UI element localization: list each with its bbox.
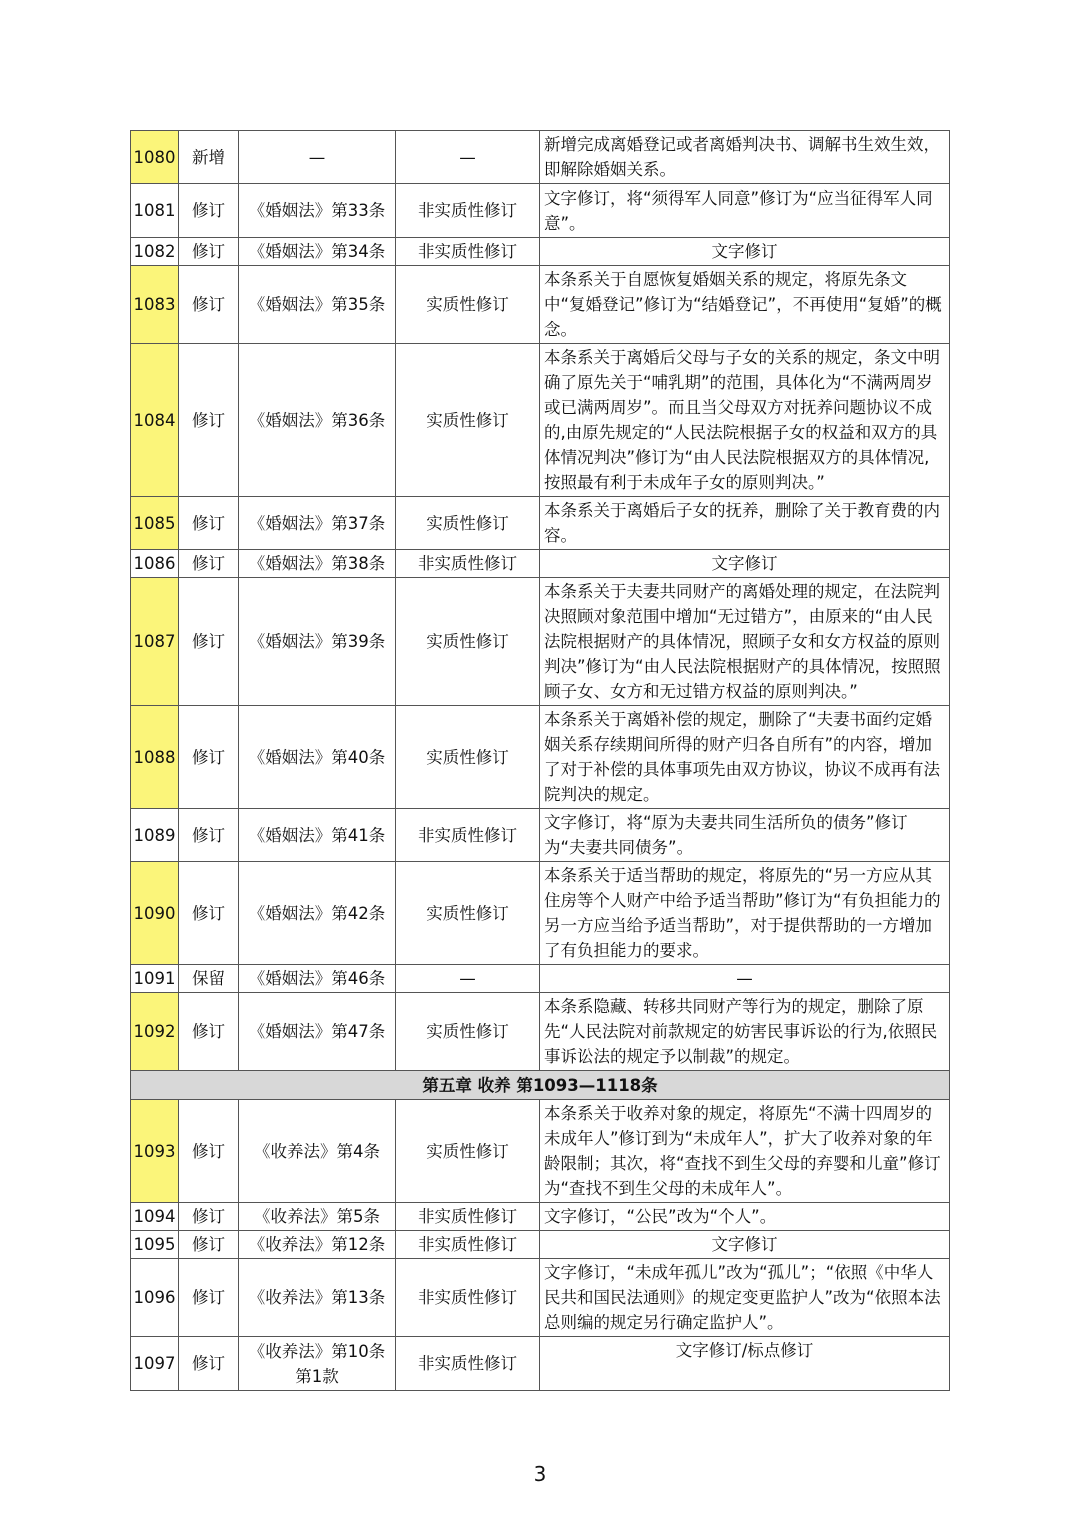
article-number: 1092 bbox=[131, 993, 179, 1071]
article-number: 1095 bbox=[131, 1231, 179, 1259]
revision-note: 文字修订 bbox=[540, 1231, 950, 1259]
revision-type: 修订 bbox=[179, 1203, 239, 1231]
article-number: 1088 bbox=[131, 706, 179, 809]
source-article: 《婚姻法》第33条 bbox=[239, 184, 396, 238]
revision-note: 新增完成离婚登记或者离婚判决书、调解书生效生效，即解除婚姻关系。 bbox=[540, 131, 950, 184]
table-row bbox=[131, 1337, 950, 1391]
revision-note: 文字修订，“未成年孤儿”改为“孤儿”；“依照《中华人民共和国民法通则》的规定变更监护人”改为“依照本法总则编的规定另行确定监护人”。 bbox=[540, 1259, 950, 1337]
source-article: 《婚姻法》第42条 bbox=[239, 862, 396, 965]
article-number: 1085 bbox=[131, 497, 179, 550]
revision-nature: 实质性修订 bbox=[396, 862, 540, 965]
article-number: 1083 bbox=[131, 266, 179, 344]
revision-note: 本条系隐藏、转移共同财产等行为的规定，删除了原先“人民法院对前款规定的妨害民事诉讼的行为,依照民事诉讼法的规定予以制裁”的规定。 bbox=[540, 993, 950, 1071]
revision-nature: 实质性修订 bbox=[396, 706, 540, 809]
source-article: 《收养法》第4条 bbox=[239, 1100, 396, 1203]
table-row bbox=[131, 1259, 950, 1337]
revision-note: 文字修订 bbox=[540, 550, 950, 578]
article-number: 1087 bbox=[131, 578, 179, 706]
revision-type: 修订 bbox=[179, 184, 239, 238]
table-row bbox=[131, 497, 950, 550]
revision-type: 修订 bbox=[179, 266, 239, 344]
table-row bbox=[131, 578, 950, 706]
source-article: 《婚姻法》第41条 bbox=[239, 809, 396, 862]
article-number: 1097 bbox=[131, 1337, 179, 1391]
revision-nature: 实质性修订 bbox=[396, 993, 540, 1071]
revision-type: 修订 bbox=[179, 578, 239, 706]
table-row bbox=[131, 993, 950, 1071]
revision-note: 本条系关于离婚后子女的抚养，删除了关于教育费的内容。 bbox=[540, 497, 950, 550]
revision-note: 本条系关于离婚补偿的规定，删除了“夫妻书面约定婚姻关系存续期间所得的财产归各自所有”的内容，增加了对于补偿的具体事项先由双方协议，协议不成再有法院判决的规定。 bbox=[540, 706, 950, 809]
revision-note: — bbox=[540, 965, 950, 993]
revision-type: 修订 bbox=[179, 1259, 239, 1337]
source-article: 《婚姻法》第47条 bbox=[239, 993, 396, 1071]
table-row bbox=[131, 1100, 950, 1203]
revision-type: 修订 bbox=[179, 344, 239, 497]
revision-note: 本条系关于适当帮助的规定，将原先的“另一方应从其住房等个人财产中给予适当帮助”修订为“有负担能力的另一方应当给予适当帮助”，对于提供帮助的一方增加了有负担能力的要求。 bbox=[540, 862, 950, 965]
article-number: 1091 bbox=[131, 965, 179, 993]
revision-nature: — bbox=[396, 965, 540, 993]
revision-note: 本条系关于夫妻共同财产的离婚处理的规定，在法院判决照顾对象范围中增加“无过错方”，由原来的“由人民法院根据财产的具体情况，照顾子女和女方权益的原则判决”修订为“由人民法院根据财产的具体情况，按照照顾子女、女方和无过错方权益的原则判决。” bbox=[540, 578, 950, 706]
source-article: 《婚姻法》第39条 bbox=[239, 578, 396, 706]
revision-nature: 实质性修订 bbox=[396, 344, 540, 497]
revision-nature: 非实质性修订 bbox=[396, 1337, 540, 1391]
revision-nature: 非实质性修订 bbox=[396, 238, 540, 266]
table-row bbox=[131, 809, 950, 862]
table-row bbox=[131, 344, 950, 497]
source-article: 《收养法》第12条 bbox=[239, 1231, 396, 1259]
article-number: 1093 bbox=[131, 1100, 179, 1203]
chapter-row bbox=[131, 1071, 950, 1100]
source-article: 《收养法》第10条第1款 bbox=[239, 1337, 396, 1391]
revision-type: 新增 bbox=[179, 131, 239, 184]
revision-nature: 非实质性修订 bbox=[396, 1231, 540, 1259]
revision-nature: 非实质性修订 bbox=[396, 1259, 540, 1337]
revision-type: 修订 bbox=[179, 862, 239, 965]
table-row bbox=[131, 238, 950, 266]
article-number: 1081 bbox=[131, 184, 179, 238]
article-number: 1089 bbox=[131, 809, 179, 862]
revision-nature: 非实质性修订 bbox=[396, 184, 540, 238]
article-number: 1080 bbox=[131, 131, 179, 184]
revision-note: 文字修订 bbox=[540, 238, 950, 266]
revision-note: 本条系关于收养对象的规定，将原先“不满十四周岁的未成年人”修订到为“未成年人”，扩大了收养对象的年龄限制；其次，将“查找不到生父母的弃婴和儿童”修订为“查找不到生父母的未成年人”。 bbox=[540, 1100, 950, 1203]
table-row bbox=[131, 184, 950, 238]
source-article: 《收养法》第13条 bbox=[239, 1259, 396, 1337]
table-row bbox=[131, 706, 950, 809]
revision-note: 文字修订/标点修订 bbox=[540, 1337, 950, 1391]
article-number: 1086 bbox=[131, 550, 179, 578]
revision-nature: 非实质性修订 bbox=[396, 1203, 540, 1231]
revision-note: 文字修订，“公民”改为“个人”。 bbox=[540, 1203, 950, 1231]
article-number: 1084 bbox=[131, 344, 179, 497]
comparison-table bbox=[130, 130, 950, 1391]
table-row bbox=[131, 266, 950, 344]
revision-type: 修订 bbox=[179, 1337, 239, 1391]
revision-type: 修订 bbox=[179, 550, 239, 578]
page-number: 3 bbox=[533, 1462, 547, 1486]
source-article: 《婚姻法》第38条 bbox=[239, 550, 396, 578]
revision-type: 保留 bbox=[179, 965, 239, 993]
source-article: — bbox=[239, 131, 396, 184]
table-row bbox=[131, 1203, 950, 1231]
table-row bbox=[131, 965, 950, 993]
article-number: 1090 bbox=[131, 862, 179, 965]
source-article: 《婚姻法》第46条 bbox=[239, 965, 396, 993]
source-article: 《婚姻法》第40条 bbox=[239, 706, 396, 809]
revision-nature: 非实质性修订 bbox=[396, 550, 540, 578]
source-article: 《婚姻法》第35条 bbox=[239, 266, 396, 344]
revision-nature: — bbox=[396, 131, 540, 184]
source-article: 《婚姻法》第34条 bbox=[239, 238, 396, 266]
revision-type: 修订 bbox=[179, 1100, 239, 1203]
revision-nature: 非实质性修订 bbox=[396, 809, 540, 862]
revision-type: 修订 bbox=[179, 809, 239, 862]
chapter-heading: 第五章 收养 第1093—1118条 bbox=[131, 1071, 950, 1100]
table-row bbox=[131, 1231, 950, 1259]
source-article: 《收养法》第5条 bbox=[239, 1203, 396, 1231]
revision-note: 本条系关于离婚后父母与子女的关系的规定，条文中明确了原先关于“哺乳期”的范围，具体化为“不满两周岁或已满两周岁”。而且当父母双方对抚养问题协议不成的,由原先规定的“人民法院根据子女的权益和双方的具体情况判决”修订为“由人民法院根据双方的具体情况,按照最有利于未成年子女的原则判决。” bbox=[540, 344, 950, 497]
revision-type: 修订 bbox=[179, 497, 239, 550]
revision-note: 文字修订，将“须得军人同意”修订为“应当征得军人同意”。 bbox=[540, 184, 950, 238]
table-row bbox=[131, 550, 950, 578]
article-number: 1096 bbox=[131, 1259, 179, 1337]
article-number: 1082 bbox=[131, 238, 179, 266]
revision-type: 修订 bbox=[179, 238, 239, 266]
table-row bbox=[131, 131, 950, 184]
revision-nature: 实质性修订 bbox=[396, 266, 540, 344]
revision-note: 本条系关于自愿恢复婚姻关系的规定，将原先条文中“复婚登记”修订为“结婚登记”，不再使用“复婚”的概念。 bbox=[540, 266, 950, 344]
revision-type: 修订 bbox=[179, 993, 239, 1071]
revision-nature: 实质性修订 bbox=[396, 497, 540, 550]
source-article: 《婚姻法》第36条 bbox=[239, 344, 396, 497]
source-article: 《婚姻法》第37条 bbox=[239, 497, 396, 550]
revision-type: 修订 bbox=[179, 1231, 239, 1259]
revision-nature: 实质性修订 bbox=[396, 578, 540, 706]
article-number: 1094 bbox=[131, 1203, 179, 1231]
table-row bbox=[131, 862, 950, 965]
revision-nature: 实质性修订 bbox=[396, 1100, 540, 1203]
revision-note: 文字修订，将“原为夫妻共同生活所负的债务”修订为“夫妻共同债务”。 bbox=[540, 809, 950, 862]
revision-type: 修订 bbox=[179, 706, 239, 809]
